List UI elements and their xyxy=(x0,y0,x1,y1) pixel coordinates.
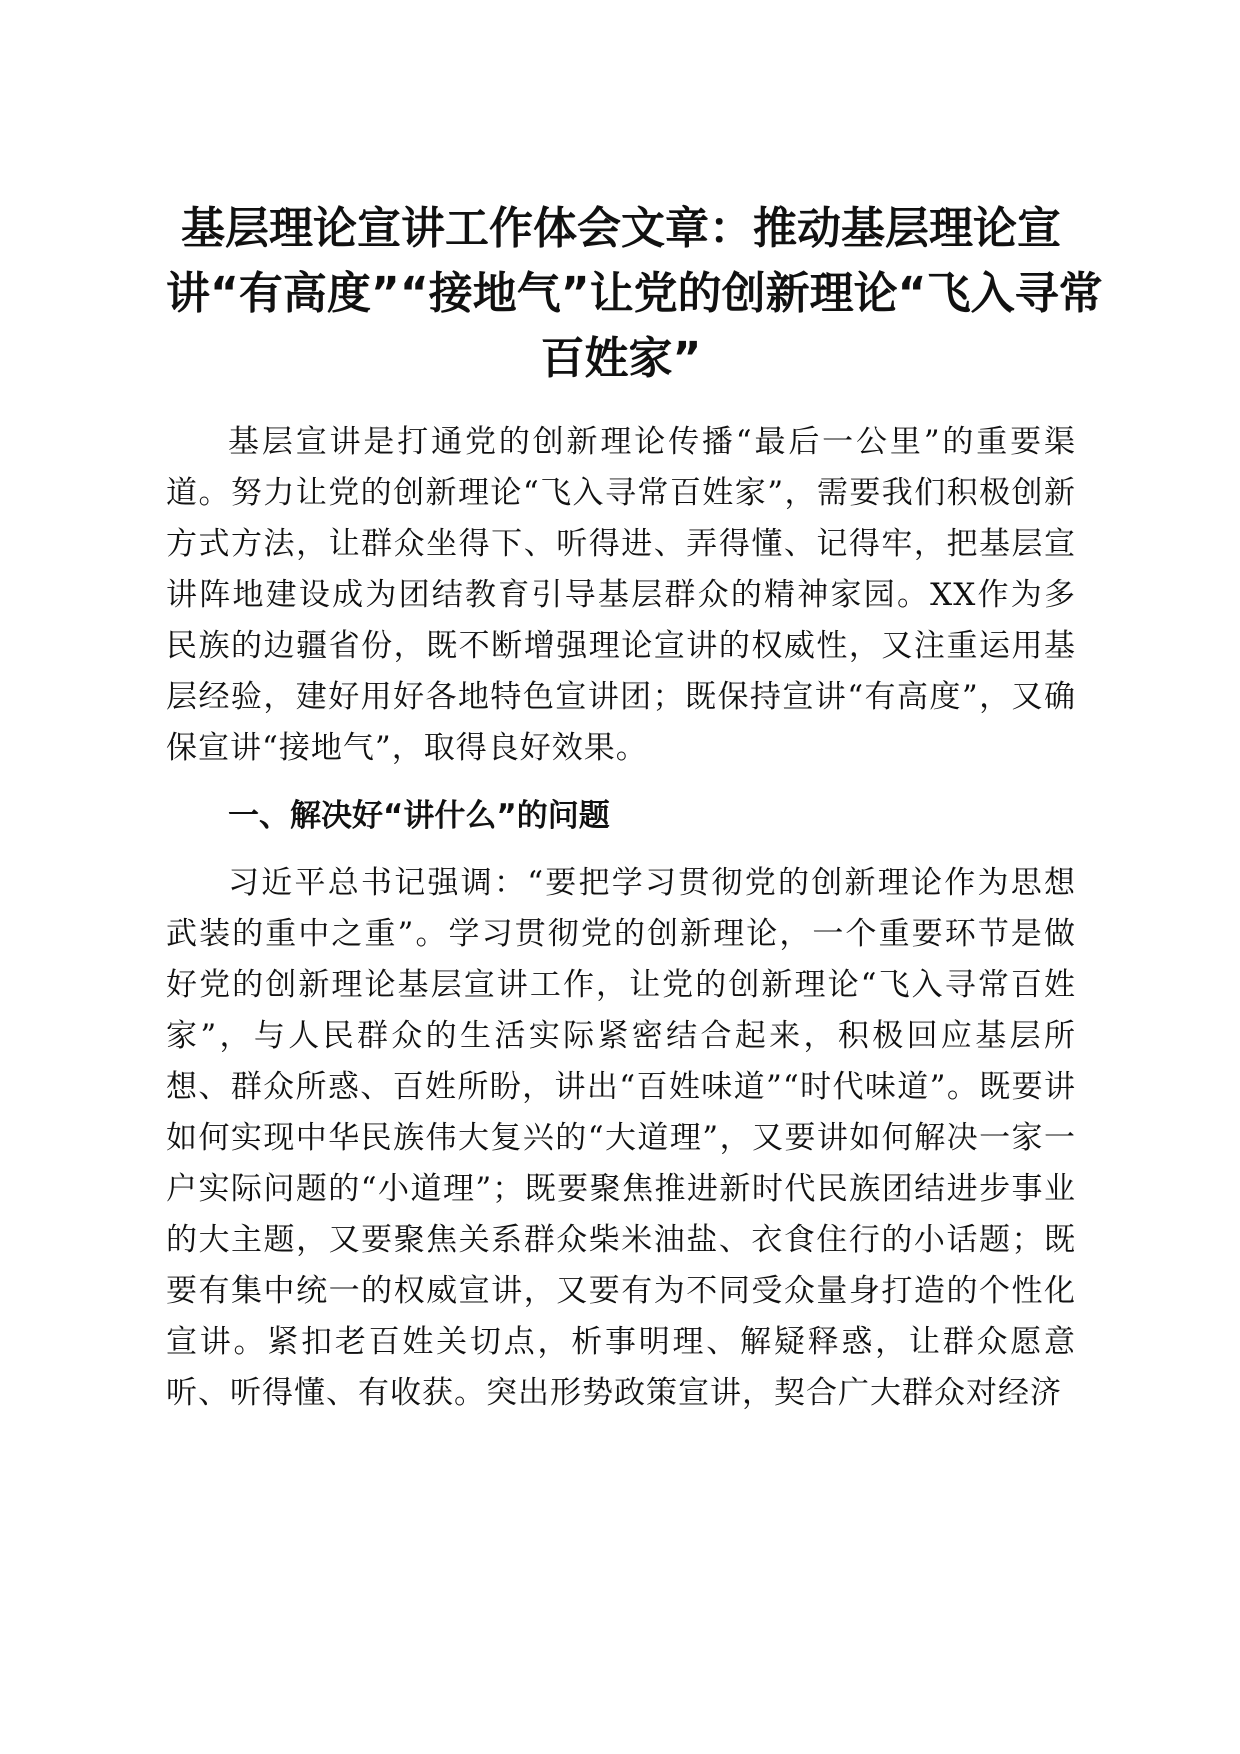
title-line-3: 百姓家” xyxy=(540,333,702,384)
section-1-paragraph: 习近平总书记强调：“要把学习贯彻党的创新理论作为思想武装的重中之重”。学习贯彻党的创新理论，一个重要环节是做好党的创新理论基层宣讲工作，让党的创新理论“飞入寻常百姓家”，与人民群众的生活实际紧密结合起来，积极回应基层所想、群众所惑、百姓所盼，讲出“百姓味道”“时代味道”。既要讲如何实现中华民族伟大复兴的“大道理”，又要讲如何解决一家一户实际问题的“小道理”；既要聚焦推进新时代民族团结进步事业的大主题，又要聚焦关系群众柴米油盐、衣食住行的小话题；既要有集中统一的权威宣讲，又要有为不同受众量身打造的个性化宣讲。紧扣老百姓关切点，析事明理、解疑释惑，让群众愿意听、听得懂、有收获。突出形势政策宣讲，契合广大群众对经济 xyxy=(166,865,1076,1411)
intro-paragraph: 基层宣讲是打通党的创新理论传播“最后一公里”的重要渠道。努力让党的创新理论“飞入寻常百姓家”，需要我们积极创新方式方法，让群众坐得下、听得进、弄得懂、记得牢，把基层宣讲阵地建设成为团结教育引导基层群众的精神家园。XX作为多民族的边疆省份，既不断增强理论宣讲的权威性，又注重运用基层经验，建好用好各地特色宣讲团；既保持宣讲“有高度”，又确保宣讲“接地气”，取得良好效果。 xyxy=(166,424,1076,766)
document-title xyxy=(166,196,1103,391)
document-content xyxy=(166,196,1103,1419)
section-heading-1: 一、解决好“讲什么”的问题 xyxy=(228,798,610,834)
title-line-1: 基层理论宣讲工作体会文章：推动基层理论宣 xyxy=(181,203,1061,254)
title-line-2: 讲“有高度”“接地气”让党的创新理论“飞入寻常 xyxy=(166,268,1103,319)
